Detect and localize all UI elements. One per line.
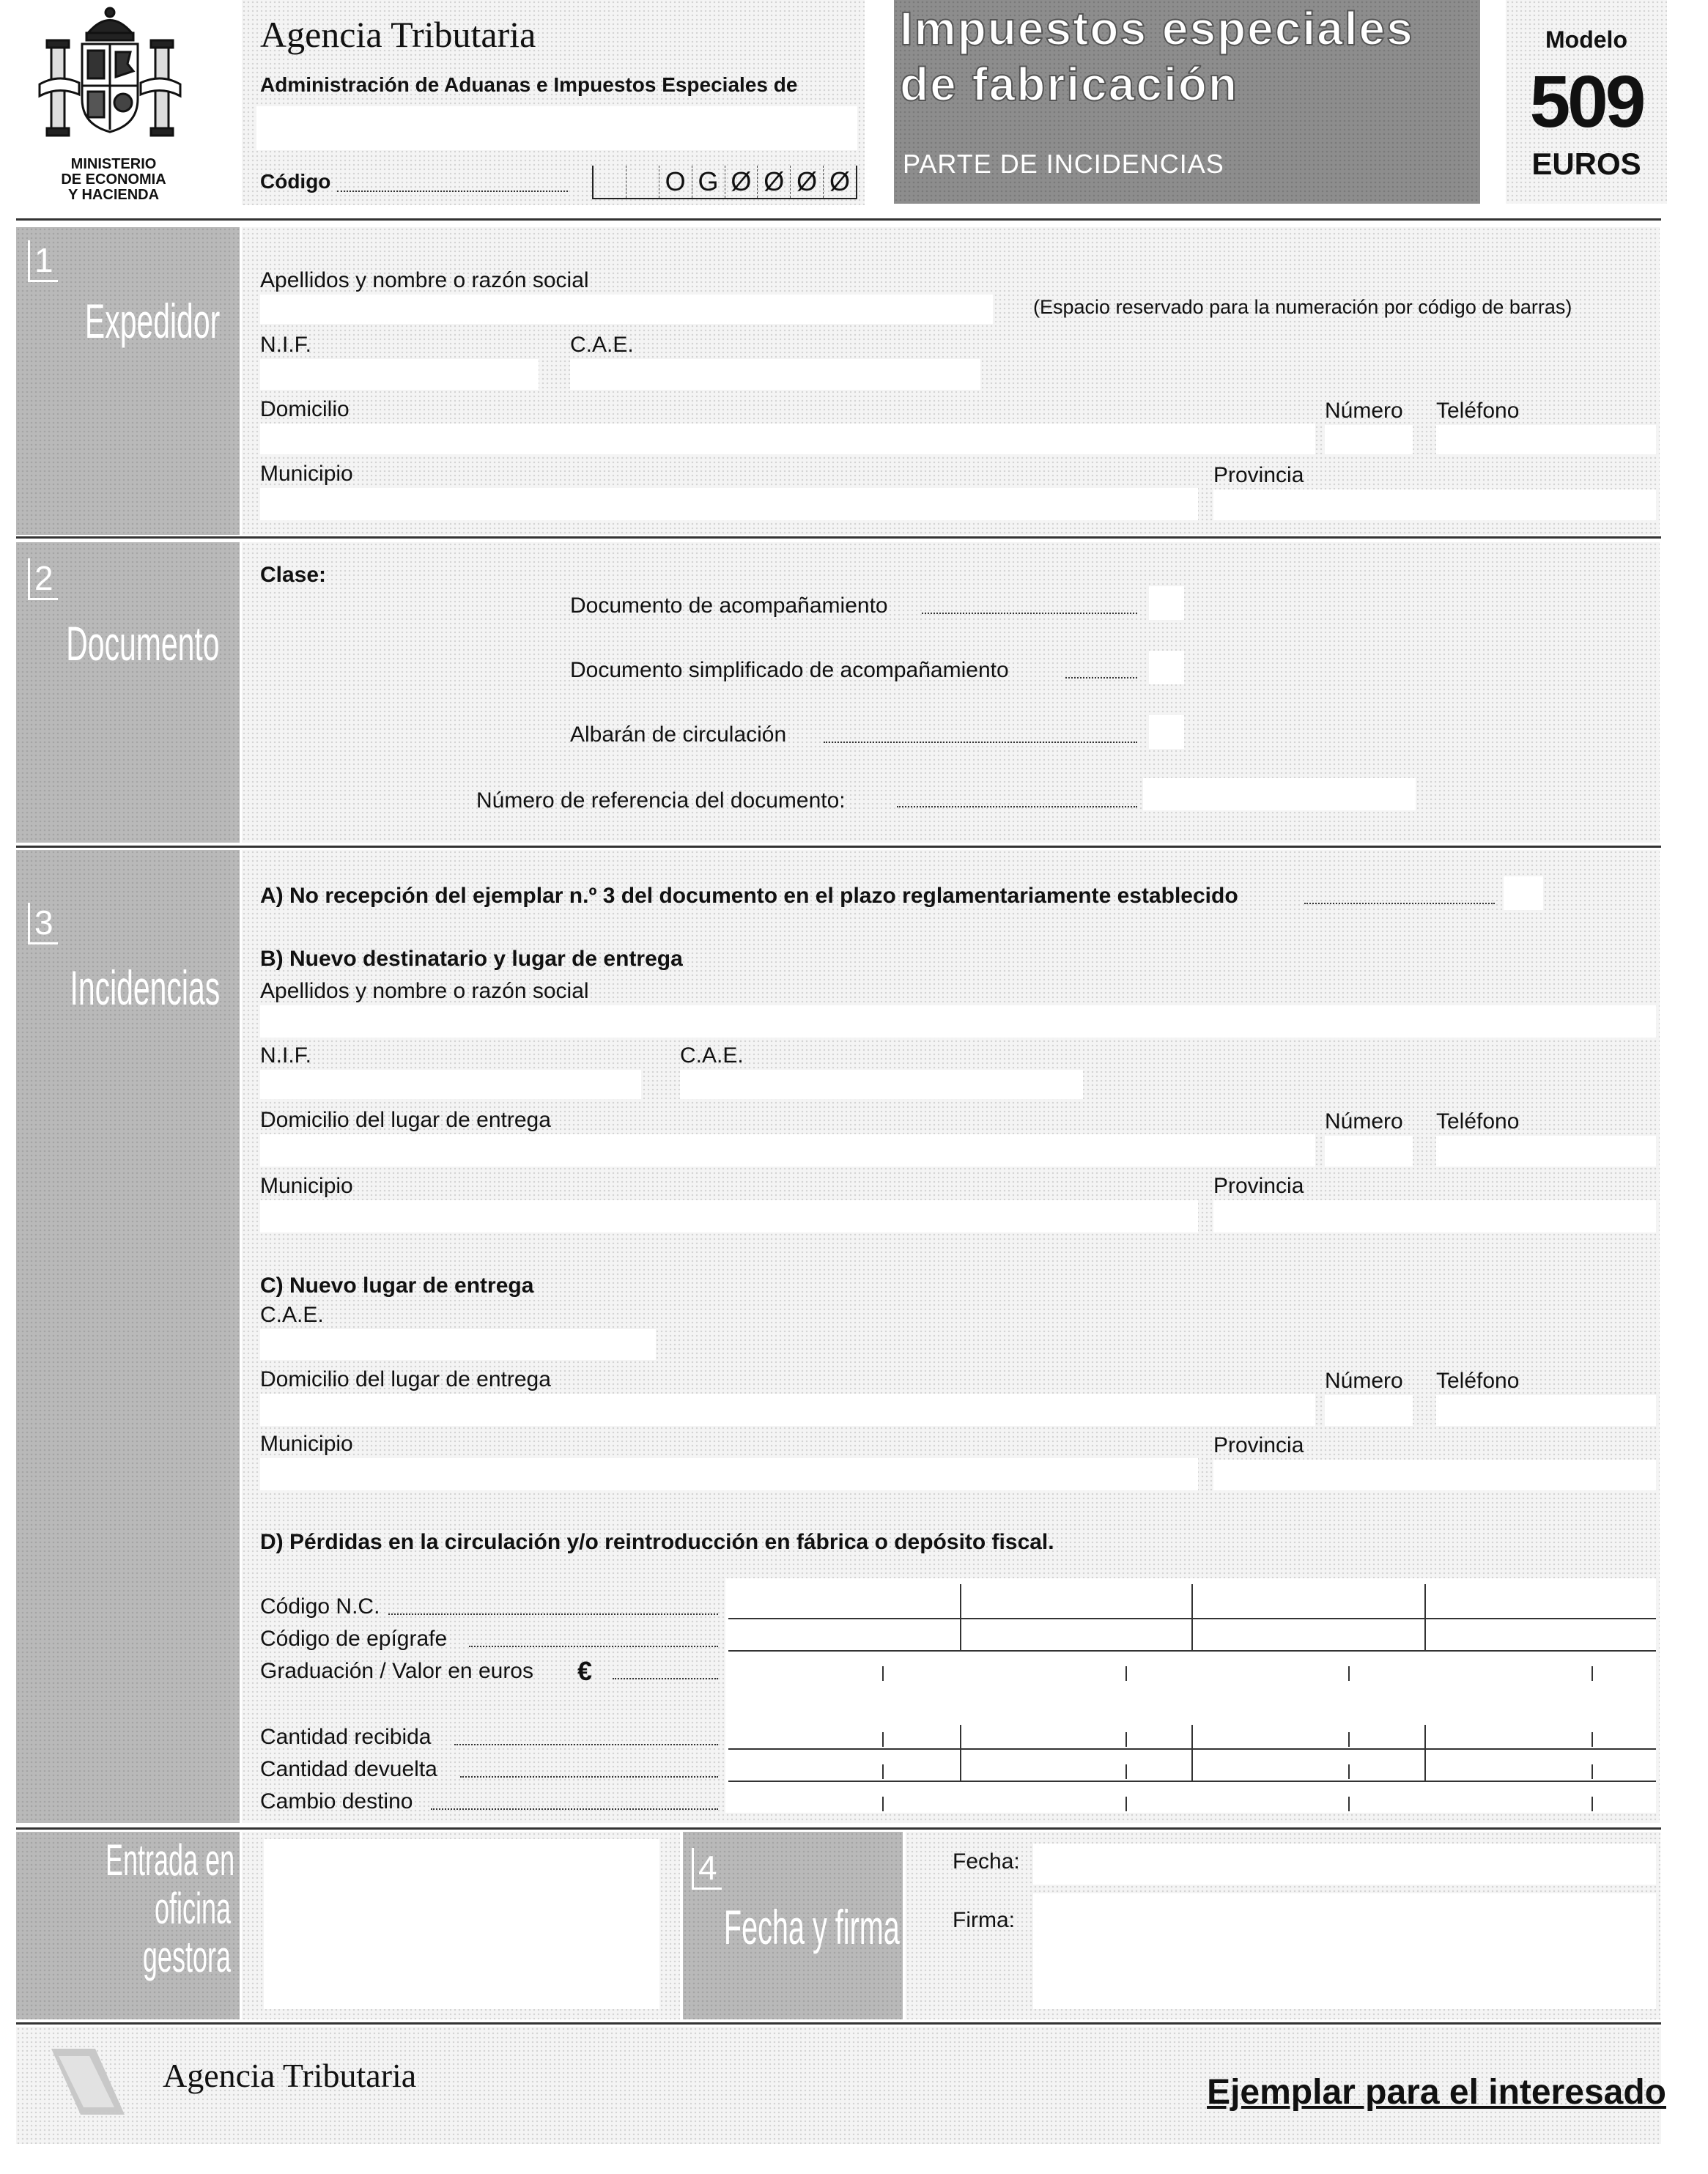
c-municipio-field[interactable] — [260, 1458, 1198, 1490]
barcode-note: (Espacio reservado para la numeración por código de barras) — [1033, 296, 1572, 318]
c-telefono-field[interactable] — [1436, 1395, 1656, 1426]
fecha-label: Fecha: — [953, 1849, 1020, 1874]
c-domicilio-field[interactable] — [260, 1394, 1315, 1426]
s1-name-field[interactable] — [260, 295, 993, 324]
d-tick — [882, 1732, 884, 1747]
doc1-checkbox[interactable] — [1149, 586, 1184, 620]
section1-number: 1 — [28, 240, 58, 282]
doc2-checkbox[interactable] — [1149, 651, 1184, 684]
d-tick — [882, 1764, 884, 1779]
section3-number: 3 — [28, 903, 58, 944]
d-tick — [1125, 1764, 1127, 1779]
d-row-leader — [431, 1808, 718, 1810]
d-row-label: Cambio destino — [260, 1789, 413, 1813]
c-municipio-label: Municipio — [260, 1432, 353, 1456]
code-char: O — [659, 166, 692, 198]
section4-rule — [16, 2022, 1661, 2025]
b-cae-label: C.A.E. — [680, 1043, 744, 1068]
code-char: Ø — [758, 166, 791, 198]
code-leader — [337, 191, 568, 192]
code-char — [594, 166, 626, 198]
section2-title: Documento — [66, 616, 220, 670]
doc3-label: Albarán de circulación — [570, 722, 787, 747]
d-row-leader — [469, 1646, 718, 1647]
d-tick — [1125, 1797, 1127, 1811]
section2-number: 2 — [28, 558, 58, 600]
ref-field[interactable] — [1143, 778, 1416, 810]
department-field[interactable] — [256, 106, 857, 150]
firma-label: Firma: — [953, 1908, 1015, 1932]
s1-provincia-label: Provincia — [1213, 463, 1304, 487]
department-label: Administración de Aduanas e Impuestos Especiales de — [260, 73, 798, 96]
incidence-c-label: C) Nuevo lugar de entrega — [260, 1273, 534, 1298]
section1-rule — [16, 536, 1661, 539]
ref-leader — [897, 806, 1137, 807]
b-numero-field[interactable] — [1325, 1136, 1413, 1167]
fecha-field[interactable] — [1033, 1844, 1656, 1885]
footer-agency-name: Agencia Tributaria — [163, 2057, 417, 2094]
b-name-label: Apellidos y nombre o razón social — [260, 979, 589, 1003]
d-table-area — [725, 1578, 1656, 1813]
b-provincia-field[interactable] — [1213, 1200, 1656, 1232]
c-domicilio-label: Domicilio del lugar de entrega — [260, 1367, 551, 1391]
entrada-title — [22, 1835, 235, 1981]
s1-cae-label: C.A.E. — [570, 333, 634, 357]
d-tick — [882, 1797, 884, 1811]
currency-label: EUROS — [1531, 147, 1641, 181]
d-row-label: Código de epígrafe — [260, 1627, 448, 1651]
entrada-title-line: oficina — [154, 1884, 231, 1933]
d-row-label: Cantidad recibida — [260, 1725, 432, 1749]
c-numero-label: Número — [1325, 1369, 1403, 1393]
form-title-line2: de fabricación — [900, 58, 1238, 111]
d-grid-line — [1191, 1584, 1193, 1652]
d-row-leader — [454, 1744, 718, 1745]
b-telefono-field[interactable] — [1436, 1136, 1656, 1167]
firma-field[interactable] — [1033, 1893, 1656, 2009]
incidence-a-leader — [1304, 903, 1495, 904]
s1-numero-label: Número — [1325, 399, 1403, 423]
d-grid-line — [960, 1584, 961, 1652]
incidence-d-label: D) Pérdidas en la circulación y/o reintroducción en fábrica o depósito fiscal. — [260, 1530, 1054, 1554]
d-tick — [1348, 1764, 1350, 1779]
agency-footer-logo — [44, 2041, 132, 2122]
incidence-a-label: A) No recepción del ejemplar n.º 3 del documento en el plazo reglamentariamente establecido — [260, 884, 1238, 908]
entrada-title-line: gestora — [142, 1932, 231, 1981]
d-tick — [1591, 1797, 1593, 1811]
clase-label: Clase: — [260, 563, 327, 587]
agency-title: Agencia Tributaria — [260, 14, 536, 55]
copy-label: Ejemplar para el interesado — [1207, 2073, 1666, 2112]
d-row-leader — [613, 1678, 718, 1679]
ministry-name: MINISTERIO DE ECONOMIA Y HACIENDA — [61, 156, 166, 203]
d-tick — [1348, 1732, 1350, 1747]
code-char: Ø — [829, 166, 851, 196]
d-grid-line — [1424, 1584, 1426, 1652]
b-municipio-label: Municipio — [260, 1174, 353, 1198]
b-name-field[interactable] — [260, 1005, 1656, 1038]
ref-label: Número de referencia del documento: — [476, 788, 846, 813]
c-numero-field[interactable] — [1325, 1395, 1413, 1426]
entrada-title-line: Entrada en — [106, 1835, 235, 1885]
b-domicilio-field[interactable] — [260, 1134, 1315, 1167]
d-row-leader — [460, 1776, 718, 1778]
doc1-leader — [922, 613, 1137, 614]
coat-of-arms-logo — [37, 4, 183, 158]
s1-domicilio-field[interactable] — [260, 424, 1315, 454]
modelo-number: 509 — [1529, 61, 1644, 143]
s1-telefono-field[interactable] — [1436, 425, 1656, 454]
form-title-line1: Impuestos especiales — [900, 2, 1414, 55]
section2-panel — [242, 542, 1660, 843]
b-provincia-label: Provincia — [1213, 1174, 1304, 1198]
section3-title: Incidencias — [70, 961, 220, 1015]
s1-cae-field[interactable] — [570, 359, 980, 390]
d-grid-line — [1191, 1725, 1193, 1782]
code-char — [626, 166, 659, 198]
d-tick — [1591, 1764, 1593, 1779]
s1-numero-field[interactable] — [1325, 425, 1413, 454]
section4-number: 4 — [692, 1848, 722, 1890]
b-domicilio-label: Domicilio del lugar de entrega — [260, 1108, 551, 1132]
b-cae-field[interactable] — [680, 1070, 1083, 1099]
section2-rule — [16, 846, 1661, 848]
d-grid-line — [960, 1725, 961, 1782]
c-telefono-label: Teléfono — [1436, 1369, 1520, 1393]
incidence-a-checkbox[interactable] — [1504, 876, 1543, 910]
code-box[interactable] — [592, 166, 857, 199]
d-tick — [1591, 1732, 1593, 1747]
modelo-label: Modelo — [1545, 26, 1627, 53]
c-provincia-label: Provincia — [1213, 1433, 1304, 1457]
b-nif-field[interactable] — [260, 1070, 641, 1099]
code-char: Ø — [791, 166, 824, 198]
b-nif-label: N.I.F. — [260, 1043, 312, 1068]
b-municipio-field[interactable] — [260, 1200, 1198, 1232]
s1-provincia-field[interactable] — [1213, 489, 1656, 520]
code-label: Código — [260, 170, 331, 193]
doc2-label: Documento simplificado de acompañamiento — [570, 658, 1009, 682]
d-grid-line — [1424, 1725, 1426, 1782]
code-char: G — [692, 166, 725, 198]
section3-rule — [16, 1827, 1661, 1830]
doc1-label: Documento de acompañamiento — [570, 594, 888, 618]
s1-domicilio-label: Domicilio — [260, 397, 350, 421]
section4-title: Fecha y firma — [724, 1900, 900, 1954]
s1-municipio-field[interactable] — [260, 488, 1198, 520]
d-row-label: Graduación / Valor en euros — [260, 1659, 533, 1683]
header-rule — [16, 218, 1661, 221]
form-subtitle: PARTE DE INCIDENCIAS — [903, 149, 1224, 179]
d-row-leader — [388, 1613, 718, 1615]
section1-title: Expedidor — [84, 294, 220, 348]
d-tick — [882, 1666, 884, 1681]
entrada-stamp-box[interactable] — [264, 1839, 659, 2009]
d-tick — [1348, 1666, 1350, 1681]
s1-nif-label: N.I.F. — [260, 333, 312, 357]
s1-name-label: Apellidos y nombre o razón social — [260, 268, 589, 292]
d-row-label: Código N.C. — [260, 1594, 380, 1619]
d-tick — [1348, 1797, 1350, 1811]
d-tick — [1591, 1666, 1593, 1681]
d-tick — [1125, 1666, 1127, 1681]
code-char: Ø — [725, 166, 758, 198]
incidence-b-label: B) Nuevo destinatario y lugar de entrega — [260, 947, 683, 971]
doc2-leader — [1065, 677, 1137, 679]
b-telefono-label: Teléfono — [1436, 1109, 1520, 1134]
euro-icon: € — [577, 1656, 593, 1686]
b-numero-label: Número — [1325, 1109, 1403, 1134]
s1-municipio-label: Municipio — [260, 462, 353, 486]
d-row-label: Cantidad devuelta — [260, 1757, 437, 1781]
s1-telefono-label: Teléfono — [1436, 399, 1520, 423]
c-cae-label: C.A.E. — [260, 1303, 324, 1327]
s1-nif-field[interactable] — [260, 359, 539, 390]
doc3-leader — [824, 742, 1137, 743]
d-tick — [1125, 1732, 1127, 1747]
c-provincia-field[interactable] — [1213, 1460, 1656, 1490]
doc3-checkbox[interactable] — [1149, 715, 1184, 749]
c-cae-field[interactable] — [260, 1329, 656, 1360]
